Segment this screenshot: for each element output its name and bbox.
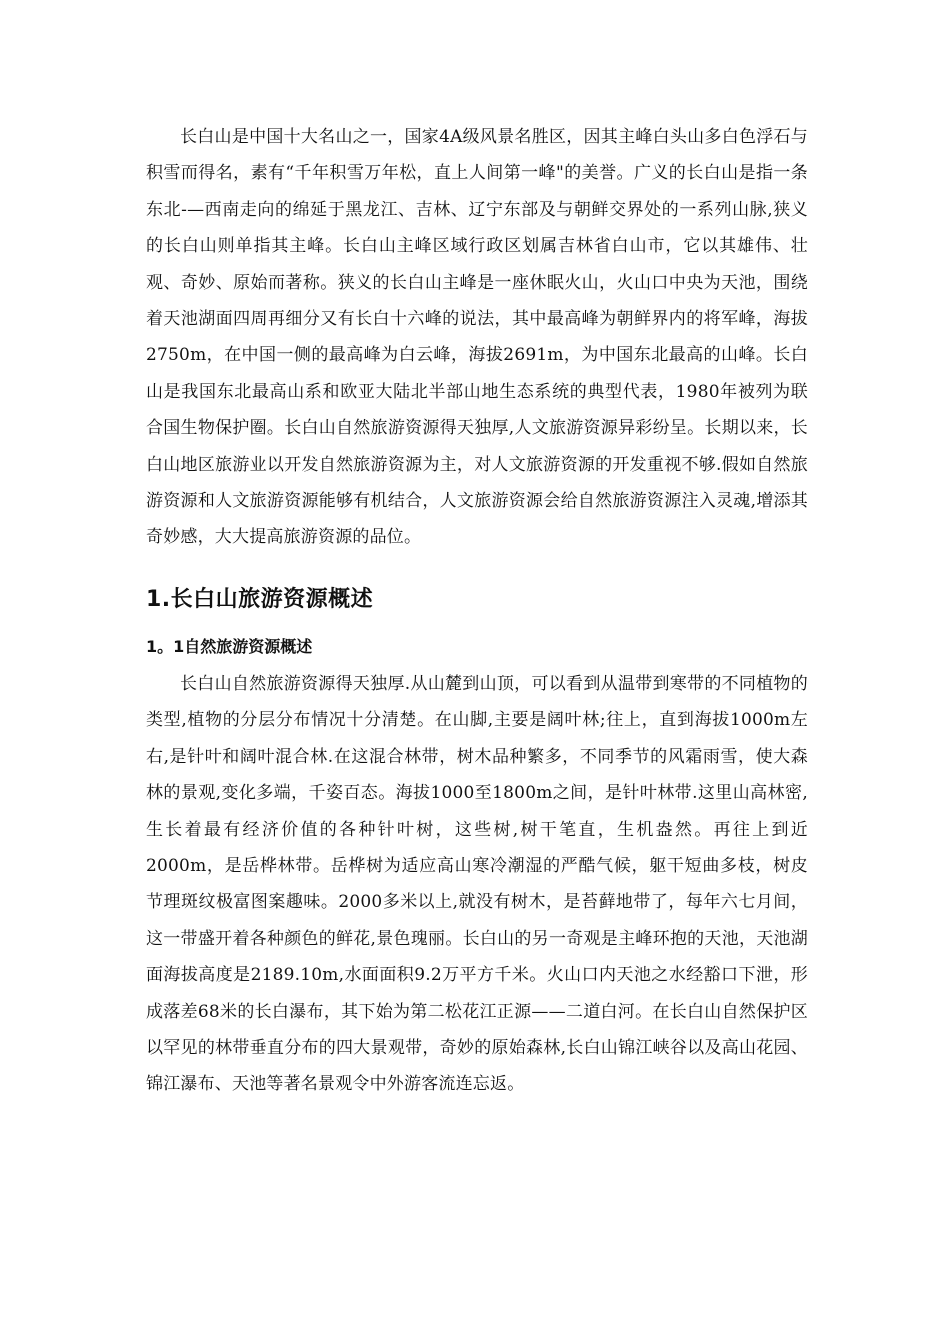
subsection-heading: 1。1自然旅游资源概述	[146, 636, 313, 656]
subsection-paragraph: 长白山自然旅游资源得天独厚.从山麓到山顶，可以看到从温带到寒带的不同植物的类型,植物的分层分布情况十分清楚。在山脚,主要是阔叶林;往上，直到海拔1000m左右,是针叶和阔叶混合林.在这混合林带，树木品种繁多，不同季节的风霜雨雪，使大森林的景观,变化多端，千姿百态。海拔1000至1800m之间，是针叶林带.这里山高林密,生长着最有经济价值的各种针叶树，这些树,树干笔直，生机盎然。再往上到近2000m，是岳桦林带。岳桦树为适应高山寒冷潮湿的严酷气候，躯干短曲多枝，树皮节理斑纹极富图案趣味。2000多米以上,就没有树木，是苔藓地带了，每年六七月间，这一带盛开着各种颜色的鲜花,景色瑰丽。长白山的另一奇观是主峰环抱的天池，天池湖面海拔高度是2189.10m,水面面积9.2万平方千米。火山口内天池之水经豁口下泄，形成落差68米的长白瀑布，其下始为第二松花江正源——二道白河。在长白山自然保护区以罕见的林带垂直分布的四大景观带，奇妙的原始森林,长白山锦江峡谷以及高山花园、锦江瀑布、天池等著名景观令中外游客流连忘返。	[146, 673, 808, 1095]
document-body	[146, 119, 808, 1103]
section-heading: 1.长白山旅游资源概述	[146, 586, 374, 612]
intro-paragraph: 长白山是中国十大名山之一，国家4A级风景名胜区，因其主峰白头山多白色浮石与积雪而得名，素有“千年积雪万年松，直上人间第一峰"的美誉。广义的长白山是指一条东北-—西南走向的绵延于黑龙江、吉林、辽宁东部及与朝鲜交界处的一系列山脉,狭义的长白山则单指其主峰。长白山主峰区域行政区划属吉林省白山市，它以其雄伟、壮观、奇妙、原始而著称。狭义的长白山主峰是一座休眠火山，火山口中央为天池，围绕着天池湖面四周再细分又有长白十六峰的说法，其中最高峰为朝鲜界内的将军峰，海拔2750m，在中国一侧的最高峰为白云峰，海拔2691m，为中国东北最高的山峰。长白山是我国东北最高山系和欧亚大陆北半部山地生态系统的典型代表，1980年被列为联合国生物保护圈。长白山自然旅游资源得天独厚,人文旅游资源异彩纷呈。长期以来，长白山地区旅游业以开发自然旅游资源为主，对人文旅游资源的开发重视不够.假如自然旅游资源和人文旅游资源能够有机结合，人文旅游资源会给自然旅游资源注入灵魂,增添其奇妙感，大大提高旅游资源的品位。	[146, 127, 808, 548]
